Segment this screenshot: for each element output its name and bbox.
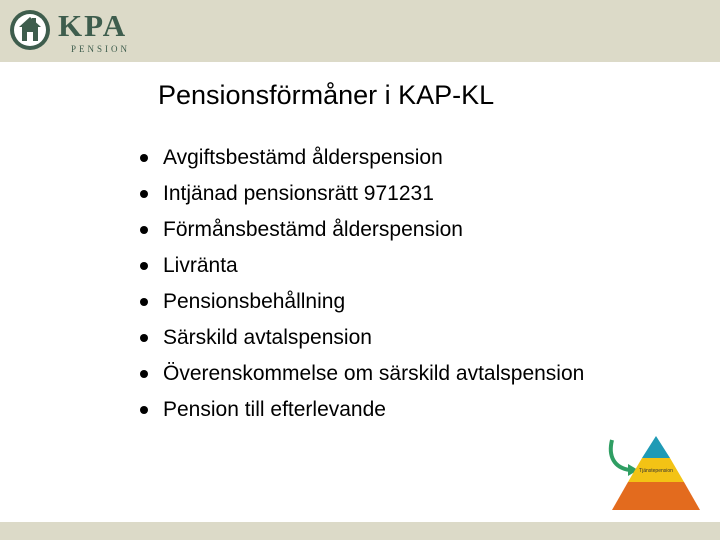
bullet-text: Särskild avtalspension: [163, 326, 372, 349]
bullet-dot-icon: [140, 190, 148, 198]
logo-tagline: PENSION: [71, 44, 131, 54]
bullet-dot-icon: [140, 334, 148, 342]
pyramid-label: Tjänstepension: [639, 468, 673, 474]
footer-band: [0, 522, 720, 540]
bullet-item: [140, 320, 584, 356]
bullet-item: [140, 248, 584, 284]
bullet-dot-icon: [140, 406, 148, 414]
pension-pyramid-graphic: [604, 434, 704, 514]
bullet-dot-icon: [140, 262, 148, 270]
bullet-text: Pensionsbehållning: [163, 290, 346, 313]
bullet-item: [140, 176, 584, 212]
bullet-text: Pension till efterlevande: [163, 398, 386, 421]
logo-name: KPA: [58, 8, 128, 43]
bullet-text: Intjänad pensionsrätt 971231: [163, 182, 434, 205]
curved-arrow-icon: [611, 440, 638, 476]
bullet-dot-icon: [140, 226, 148, 234]
bullet-text: Förmånsbestämd ålderspension: [163, 218, 463, 241]
bullet-dot-icon: [140, 370, 148, 378]
bullet-item: [140, 356, 584, 392]
slide-title: Pensionsförmåner i KAP-KL: [158, 80, 495, 110]
bullet-dot-icon: [140, 154, 148, 162]
bullet-dot-icon: [140, 298, 148, 306]
bullet-list: [140, 140, 584, 428]
bullet-item: [140, 392, 584, 428]
bullet-item: [140, 140, 584, 176]
pyramid-top-layer: [642, 436, 670, 458]
kpa-emblem-icon: [8, 8, 52, 52]
kpa-logo: [8, 8, 158, 54]
bullet-text: Avgiftsbestämd ålderspension: [163, 146, 443, 169]
pyramid-bottom-layer: [612, 482, 700, 510]
bullet-item: [140, 284, 584, 320]
bullet-text: Livränta: [163, 254, 238, 277]
bullet-item: [140, 212, 584, 248]
bullet-text: Överenskommelse om särskild avtalspension: [163, 362, 585, 385]
